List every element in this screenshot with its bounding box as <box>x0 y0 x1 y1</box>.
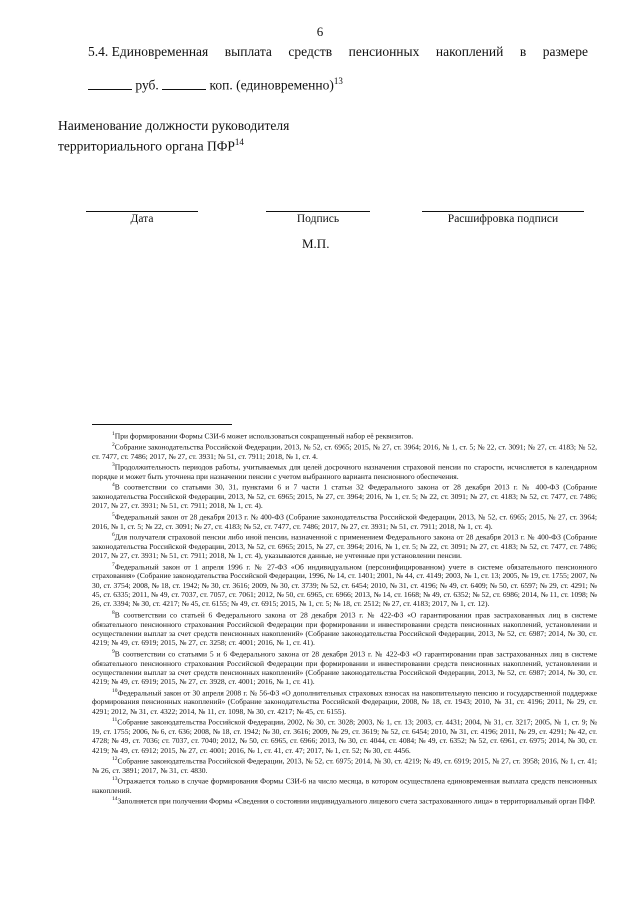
head-title-line-2: территориального органа ПФР$^{14}$ <box>58 137 244 154</box>
footnote: $^7$Федеральный закон от 1 апреля 1996 г. № 27-ФЗ «Об индивидуальном (персонифицированном) учете в системе обязательного пенсионного страхования» (Собрание законодательства Российской Федерации, 1996, № 14, ст. 1401; 2001, № 44, ст. 4149; 2003, № 1, ст. 13; 2005, № 19, ст. 1755; 2007, № 30, ст. 3754; 2008, № 18, ст. 1942; № 30, ст. 3616; 2009, № 30, ст. 3739; № 52, ст. 6454; 2010, № 31, ст. 4196; № 49, ст. 6409; № 50, ст. 6597; № 29, ст. 4291; № 45, ст. 6335; 2011, № 49, ст. 7037, ст. 7057, ст. 7061; 2012, № 50, ст. 6965, ст. 6966; 2013, № 14, ст. 1668; № 49, ст. 6352; № 52, ст. 6986; 2014, № 11, ст. 1098; № 26, ст. 3394; № 30, ст. 4217; № 45, ст. 6155; № 49, ст. 6915; 2015, № 1, ст. 5; № 18, ст. 2512; № 27, ст. 4183; 2017, № 1, ст. 12). <box>92 561 597 609</box>
amount-line <box>88 76 588 94</box>
page-number: 6 <box>316 24 324 39</box>
footnote: $^5$Федеральный закон от 28 декабря 2013 г. № 400-ФЗ (Собрание законодательства Российской Федерации, 2013, № 52, ст. 6965; 2015, № 27, ст. 3964; 2016, № 1, ст. 5; № 22, ст. 3091; № 27, ст. 4183; № 52, ст. 7477, ст. 7486; 2017, № 27, ст. 3931; № 51, ст. 7911; 2018, № 1, ст. 4). <box>92 511 597 531</box>
head-title-line: Наименование должности руководителя <box>58 118 290 133</box>
date-label: Дата <box>130 213 154 225</box>
signature-line <box>266 211 370 212</box>
footnote-divider <box>92 424 232 425</box>
rub-label: руб. <box>135 77 159 93</box>
signature-label: Подпись <box>296 213 340 225</box>
rubles-blank <box>88 78 132 90</box>
date-line <box>86 211 198 212</box>
footnote-ref: 13 <box>333 76 343 86</box>
section-5-4-line <box>88 44 588 60</box>
footnote: $^{13}$Отражается только в случае формирования Формы СЗИ-6 на число месяца, в котором осуществлена единовременная выплата средств пенсионных накоплений. <box>92 776 597 796</box>
section-word: накоплений <box>435 44 504 59</box>
footnote: $^{12}$Собрание законодательства Российской Федерации, 2013, № 52, ст. 6975; 2014, № 30, ст. 4219; № 49, ст. 6919; 2015, № 27, ст. 3958; 2016, № 1, ст. 41; № 26, ст. 3891; 2017, № 31, ст. 4830. <box>92 756 597 775</box>
footnote: $^{11}$Собрание законодательства Российской Федерации, 2002, № 30, ст. 3028; 2003, № 1, ст. 13; 2003, ст. 4431; 2004, № 31, ст. 3217; 2005, № 1, ст. 9; № 19, ст. 1755; 2006, № 6, ст. 636; 2008, № 18, ст. 1942; № 30, ст. 3616; 2009, № 29, ст. 3619; № 52, ст. 6454; 2010, № 31, ст. 4196; 2011, № 29, ст. 4291; № 42, ст. 4728; № 49, ст. 7036; ст. 7037, ст. 7040; 2012, № 50, ст. 6965, ст. 6966; 2013, № 30, ст. 4044, ст. 4084; № 49, ст. 6352; № 52, ст. 6961, ст. 6975; 2014, № 30, ст. 4219; № 49, ст. 6912; 2015, № 27, ст. 4001; 2016, № 1, ст. 41, ст. 47; 2017, № 1, ст. 52; № 30, ст. 4456. <box>92 717 597 755</box>
signature-decode-label: Расшифровка подписи <box>447 213 559 225</box>
stamp-place: М.П. <box>302 236 330 251</box>
section-word: пенсионных <box>348 44 420 59</box>
footnotes <box>92 430 597 806</box>
kop-label: коп. (единовременно) <box>209 77 334 93</box>
section-word: в <box>519 44 527 59</box>
footnote: $^9$В соответствии со статьями 5 и 6 Федерального закона от 28 декабря 2013 г. № 422-ФЗ «О гарантировании прав застрахованных лиц в системе обязательного пенсионного страхования Российской Федерации при формировании и инвестировании средств пенсионных накоплений, установлении и осуществлении выплат за счет средств пенсионных накоплений» (Собрание законодательства Российской Федерации, 2013, № 52, ст. 6987; 2014, № 30, ст. 4219; № 49, ст. 6919; 2015, № 27, ст. 3928, ст. 4001; 2016, № 1, ст. 41). <box>92 648 597 687</box>
footnote: $^2$Собрание законодательства Российской Федерации, 2013, № 52, ст. 6965; 2015, № 27, ст. 3964; 2016, № 1, ст. 5; № 22, ст. 3091; № 27, ст. 4183; № 52, ст. 7477, ст. 7486; 2017, № 27, ст. 3931; № 51, ст. 7911; 2018, № 1, ст. 4. <box>92 441 597 461</box>
head-title <box>58 118 378 155</box>
section-word: выплата <box>224 44 272 59</box>
footnote: $^{10}$Федеральный закон от 30 апреля 2008 г. № 56-ФЗ «О дополнительных страховых взносах на накопительную пенсию и государственной поддержке формирования пенсионных накоплений» (Собрание законодательства Российской Федерации, 2008, № 18, ст. 1943; 2010, № 31, ст. 4196; 2011, № 29, ст. 4291; 2012, № 31, ст. 4322; 2014, № 11, ст. 1098, № 30, ст. 4217; № 45, ст. 6155). <box>92 687 597 716</box>
footnote: $^1$При формировании Формы СЗИ-6 может использоваться сокращенный набор её реквизитов. <box>112 431 414 441</box>
decode-line <box>422 211 584 212</box>
section-word: 5.4. Единовременная <box>88 44 209 59</box>
footnote: $^6$Для получателя страховой пенсии либо иной пенсии, назначенной с применением Федерального закона от 28 декабря 2013 г. № 400-ФЗ (Собрание законодательства Российской Федерации, 2013, № 52, ст. 6965; 2015, № 27, ст. 3964; 2016, № 1, ст. 5; № 22, ст. 3091; № 27, ст. 4183; № 52, ст. 7477, ст. 7486; 2017, № 27, ст. 3931; № 51, ст. 7911; 2018, № 1, ст. 4), указываются данные, не учтенные при установлении пенсии. <box>92 532 597 561</box>
footnote-ref: 14 <box>234 137 244 147</box>
kopecks-blank <box>162 78 206 90</box>
footnote: $^{14}$Заполняется при получении Формы «Сведения о состоянии индивидуального лицевого счета застрахованного лица» в территориальный орган ПФР. <box>112 796 596 806</box>
section-word: размере <box>542 44 588 59</box>
footnote: $^4$В соответствии со статьями 30, 31, пунктами 6 и 7 части 1 статьи 32 Федерального закона от 28 декабря 2013 г. № 400-ФЗ (Собрание законодательства Российской Федерации, 2013, № 52, ст. 6965; 2015, № 27, ст. 3964; 2016, № 1, ст. 5; № 22, ст. 3091; № 27, ст. 4183; № 52, ст. 7477, ст. 7486; 2017, № 27, ст. 3931; № 51, ст. 7911; 2018, № 1, ст. 4). <box>92 482 597 511</box>
section-word: средств <box>288 44 333 59</box>
footnote: $^8$В соответствии со статьей 6 Федерального закона от 28 декабря 2013 г. № 422-ФЗ «О гарантировании прав застрахованных лиц в системе обязательного пенсионного страхования Российской Федерации при формировании и инвестировании средств пенсионных накоплений, установлении и осуществлении выплат за счет средств пенсионных накоплений» (Собрание законодательства Российской Федерации, 2013, № 52, ст. 6987; 2014, № 30, ст. 4219; № 49, ст. 6919; 2015, № 27, ст. 3258; ст. 4001; 2016, № 1, ст. 41). <box>92 609 597 648</box>
footnote: $^3$Продолжительность периодов работы, учитываемых для целей досрочного назначения страховой пенсии по старости, исчисляется в календарном порядке и может быть уточнена при назначении пенсии с учетом выбранного варианта пенсионного обеспечения. <box>92 462 597 481</box>
